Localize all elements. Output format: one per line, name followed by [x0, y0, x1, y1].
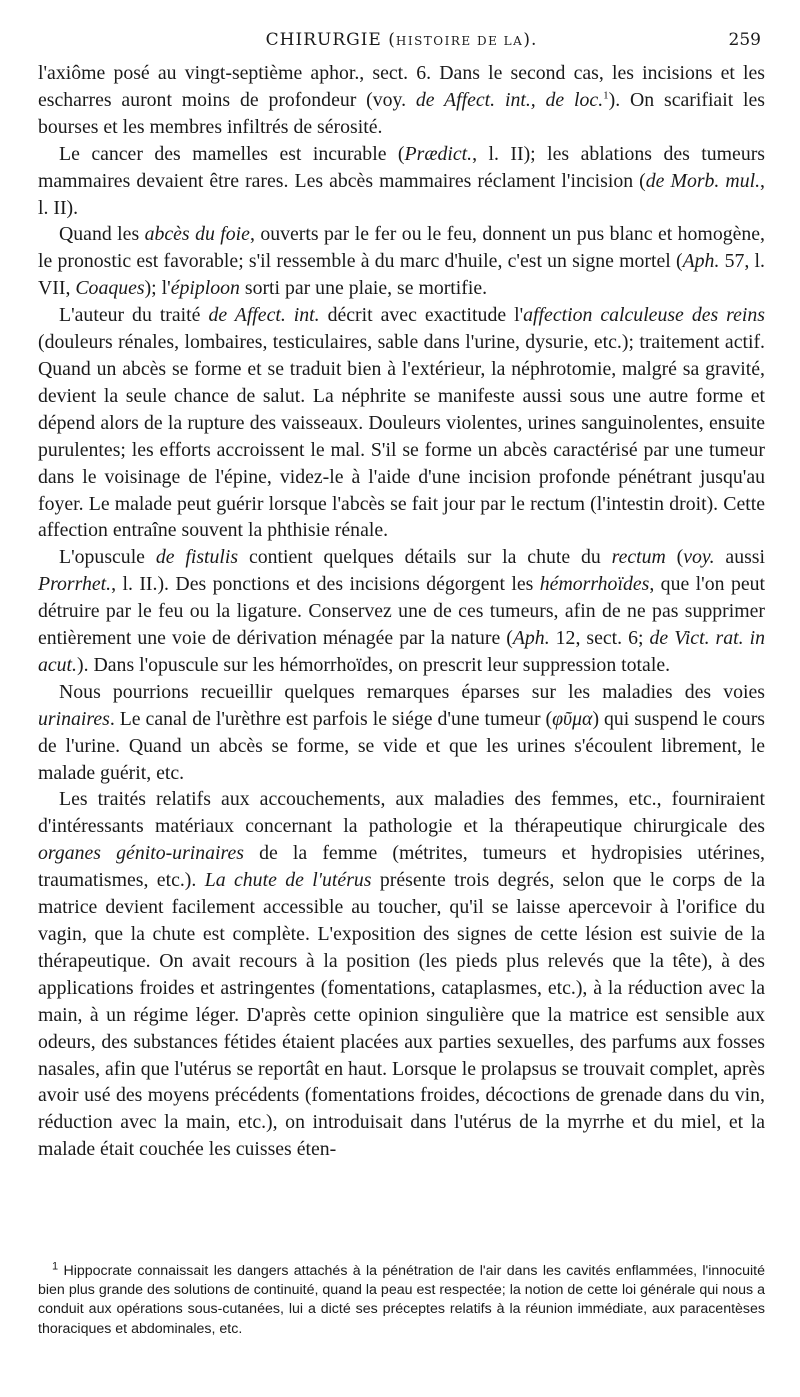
- body-text: [38, 60, 765, 1163]
- footnote-mark: 1: [52, 1260, 59, 1273]
- running-title: CHIRURGIE (HISTOIRE DE LA).: [265, 30, 538, 50]
- paragraph: Les traités relatifs aux accouchements, aux maladies des femmes, etc., fourniraient d'intéressants matériaux concernant la pathologie et la thérapeutique chirurgicale des organes génito-urinaires de la femme (métrites, tumeurs et hydropisies utérines, traumatismes, etc.). La chute de l'utérus présente trois degrés, selon que le corps de la matrice devient facilement accessible au toucher, qu'il se laisse apercevoir à l'orifice du vagin, que la chute est complète. L'exposition des signes de cette lésion est suivie de la thérapeutique. On avait recours à la position (les pieds plus relevés que la tête), à des applications froides et astringentes (fomentations, cataplasmes, etc.), à la réduction avec la main, à un régime léger. D'après cette opinion singulière que la matrice est sensible aux odeurs, des substances fétides étaient placées aux parties sexuelles, des parfums aux fosses nasales, afin que l'utérus se reportât en haut. Lorsque le prolapsus se trouvait complet, après avoir usé des moyens précédents (fomentations froides, décoctions de grenade dans du vin, réduction avec la main, etc.), on introduisait dans l'utérus de la myrrhe et du miel, et la malade était couchée les cuisses éten-: [38, 788, 765, 1161]
- paragraph: L'opuscule de fistulis contient quelques détails sur la chute du rectum (voy. aussi Prorrhet., l. II.). Des ponctions et des incisions dégorgent les hémorrhoïdes, que l'on peut détruire par le feu ou la ligature. Conservez une de ces tumeurs, afin de ne pas supprimer entièrement une voie de dérivation ménagée par la nature (Aph. 12, sect. 6; de Vict. rat. in acut.). Dans l'opuscule sur les hémorrhoïdes, on prescrit leur suppression totale.: [38, 546, 765, 676]
- paragraph: L'auteur du traité de Affect. int. décrit avec exactitude l'affection calculeuse des reins (douleurs rénales, lombaires, testiculaires, sable dans l'urine, dysurie, etc.); traitement actif. Quand un abcès se forme et se traduit bien à l'extérieur, la néphrotomie, malgré sa gravité, devient la seule chance de salut. La néphrite se manifeste aussi sous une autre forme et dépend alors de la rupture des vaisseaux. Douleurs violentes, urines sanguinolentes, ensuite purulentes; les efforts accroissent le mal. S'il se forme un abcès caractérisé par une tumeur dans le voisinage de l'épine, videz-le à l'aide d'une incision profonde pénétrant jusqu'au foyer. Le malade peut guérir lorsque l'abcès se fait jour par le rectum (l'intestin droit). Cette affection entraîne souvent la phthisie rénale.: [38, 304, 765, 542]
- paragraph: Le cancer des mamelles est incurable (Prædict., l. II); les ablations des tumeurs mammaires devaient être rares. Les abcès mammaires réclament l'incision (de Morb. mul., l. II).: [38, 142, 765, 219]
- paragraph: Quand les abcès du foie, ouverts par le fer ou le feu, donnent un pus blanc et homogène, le pronostic est favorable; s'il ressemble à du marc d'huile, c'est un signe mortel (Aph. 57, l. VII, Coaques); l'épiploon sorti par une plaie, se mortifie.: [38, 223, 765, 300]
- paragraph: Nous pourrions recueillir quelques remarques éparses sur les maladies des voies urinaires. Le canal de l'urèthre est parfois le siége d'une tumeur (φῦμα) qui suspend le cours de l'urine. Quand un abcès se forme, se vide et que les urines s'écoulent librement, le malade guérit, etc.: [38, 680, 765, 784]
- running-header: [38, 28, 765, 58]
- footnote-text: Hippocrate connaissait les dangers attachés à la pénétration de l'air dans les cavités enflammées, l'innocuité bien plus grande des solutions de continuité, quand la peau est respectée; la notion de cette loi générale qui nous a conduit aux opérations sous-cutanées, lui a dicté ses préceptes relatifs à la réunion immédiate, aux paracentèses thoraciques et abdominales, etc.: [38, 1263, 765, 1337]
- footnotes: [38, 1262, 765, 1339]
- document-page: [38, 0, 765, 1397]
- footnote: [38, 1262, 765, 1339]
- page-number: 259: [728, 30, 761, 50]
- paragraph: l'axiôme posé au vingt-septième aphor., sect. 6. Dans le second cas, les incisions et les escharres auront moins de profondeur (voy. de Affect. int., de loc.$^1$). On scarifiait les bourses et les membres infiltrés de sérosité.: [38, 62, 766, 138]
